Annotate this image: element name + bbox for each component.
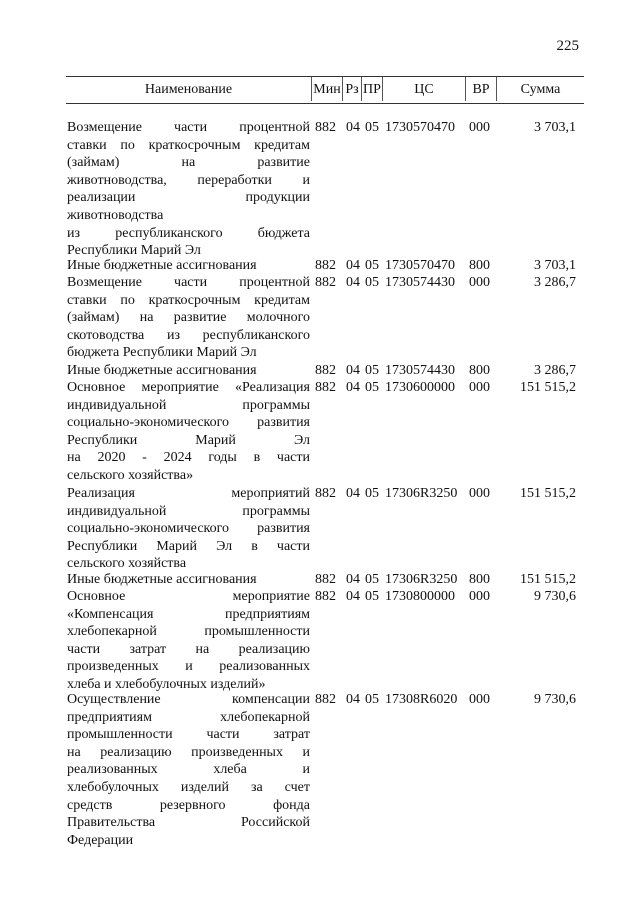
row-min: 882	[315, 486, 336, 501]
row-sum: 151 515,2	[520, 380, 576, 395]
table-header	[66, 76, 584, 104]
row-name-line: Основное мероприятие	[67, 589, 310, 604]
row-name-line: индивидуальной программы	[67, 397, 310, 413]
row-sum: 3 286,7	[534, 275, 576, 290]
row-sum: 3 286,7	[534, 363, 576, 378]
header-vr: ВР	[472, 82, 490, 97]
row-min: 882	[315, 120, 336, 135]
row-min: 882	[315, 572, 336, 587]
row-name-line: Реализация мероприятий	[67, 486, 310, 501]
row-name	[67, 257, 310, 275]
row-min: 882	[315, 275, 336, 290]
row-min: 882	[315, 380, 336, 395]
row-name-line: сельского хозяйства»	[67, 467, 194, 483]
row-name	[67, 119, 310, 260]
header-min: Мин	[313, 82, 341, 97]
row-sum: 9 730,6	[534, 692, 576, 707]
row-name-line: Осуществление компенсации	[67, 692, 310, 707]
row-min: 882	[315, 589, 336, 604]
row-pr: 05	[365, 258, 379, 273]
row-name	[67, 362, 310, 380]
row-rz: 04	[346, 486, 360, 501]
row-name-line: Республики Марий Эл	[67, 432, 310, 448]
row-name-line: средств резервного фонда	[67, 797, 310, 813]
row-name-line: «Компенсация предприятиям	[67, 606, 310, 622]
row-pr: 05	[365, 486, 379, 501]
row-name-line: Федерации	[67, 832, 134, 848]
row-sum: 151 515,2	[520, 486, 576, 501]
row-min: 882	[315, 363, 336, 378]
header-name: Наименование	[144, 82, 233, 97]
row-name-line: части затрат на реализацию	[67, 641, 310, 657]
row-pr: 05	[365, 692, 379, 707]
row-vr: 800	[469, 363, 490, 378]
row-name	[67, 571, 310, 589]
row-name-line: реализованных хлеба и	[67, 762, 310, 778]
row-name-line: Республики Марий Эл	[67, 243, 201, 259]
row-vr: 000	[469, 589, 490, 604]
row-name	[67, 485, 310, 573]
row-rz: 04	[346, 589, 360, 604]
row-vr: 000	[469, 486, 490, 501]
row-rz: 04	[346, 572, 360, 587]
row-vr: 000	[469, 120, 490, 135]
row-name-line: Иные бюджетные ассигнования	[67, 258, 257, 273]
row-name-line: произведенных и реализованных	[67, 659, 310, 675]
row-name-line: Иные бюджетные ассигнования	[67, 572, 257, 587]
row-name	[67, 588, 310, 694]
row-name-line: предприятиям хлебопекарной	[67, 709, 310, 725]
row-name-line: хлеба и хлебобулочных изделий»	[67, 676, 266, 692]
row-pr: 05	[365, 275, 379, 290]
row-cs: 1730570470	[385, 120, 455, 135]
table-row	[0, 274, 639, 362]
row-name-line: социально-экономического развития	[67, 521, 310, 537]
row-cs: 17306R3250	[385, 486, 458, 501]
table-row	[0, 379, 639, 485]
page-number: 225	[556, 38, 579, 54]
table-row	[0, 362, 639, 380]
row-name-line: индивидуальной программы	[67, 503, 310, 519]
row-rz: 04	[346, 692, 360, 707]
row-vr: 800	[469, 258, 490, 273]
row-name-line: животноводства, переработки и	[67, 172, 310, 188]
row-sum: 151 515,2	[520, 572, 576, 587]
row-name-line: на 2020 - 2024 годы в части	[67, 450, 310, 466]
row-name-line: из республиканского бюджета	[67, 225, 310, 241]
row-cs: 1730600000	[385, 380, 455, 395]
table-row	[0, 571, 639, 589]
row-name-line: промышленности части затрат	[67, 727, 310, 743]
row-name-line: хлебобулочных изделий за счет	[67, 779, 310, 795]
row-name-line: ставки по краткосрочным кредитам	[67, 292, 310, 308]
row-name	[67, 379, 310, 485]
header-sum: Сумма	[520, 82, 561, 97]
row-cs: 1730574430	[385, 363, 455, 378]
row-vr: 000	[469, 275, 490, 290]
header-cs: ЦС	[414, 82, 434, 97]
row-vr: 000	[469, 692, 490, 707]
row-cs: 17306R3250	[385, 572, 458, 587]
row-min: 882	[315, 692, 336, 707]
row-name-line: Правительства Российской	[67, 815, 310, 831]
row-vr: 000	[469, 380, 490, 395]
row-name-line: Республики Марий Эл в части	[67, 538, 310, 554]
row-name-line: социально-экономического развития	[67, 415, 310, 431]
row-rz: 04	[346, 380, 360, 395]
row-name-line: животноводства	[67, 207, 164, 223]
row-name-line: на реализацию произведенных и	[67, 744, 310, 760]
row-name-line: сельского хозяйства	[67, 556, 187, 572]
row-name-line: хлебопекарной промышленности	[67, 624, 310, 640]
row-name-line: (займам) на развитие	[67, 155, 310, 171]
table-row	[0, 485, 639, 573]
row-name	[67, 691, 310, 849]
row-name	[67, 274, 310, 362]
row-name-line: реализации продукции	[67, 190, 310, 206]
row-pr: 05	[365, 589, 379, 604]
row-name-line: скотоводства из республиканского	[67, 327, 310, 343]
row-pr: 05	[365, 380, 379, 395]
row-rz: 04	[346, 363, 360, 378]
row-cs: 1730570470	[385, 258, 455, 273]
row-cs: 1730574430	[385, 275, 455, 290]
header-pr: ПР	[363, 82, 381, 97]
row-name-line: Возмещение части процентной	[67, 275, 310, 290]
row-sum: 9 730,6	[534, 589, 576, 604]
table-row	[0, 588, 639, 694]
row-pr: 05	[365, 572, 379, 587]
row-rz: 04	[346, 275, 360, 290]
row-name-line: бюджета Республики Марий Эл	[67, 345, 257, 361]
table-row	[0, 257, 639, 275]
row-name-line: ставки по краткосрочным кредитам	[67, 137, 310, 153]
row-min: 882	[315, 258, 336, 273]
row-cs: 17308R6020	[385, 692, 458, 707]
row-name-line: Основное мероприятие «Реализация	[67, 380, 310, 395]
header-rz: Рз	[345, 82, 359, 97]
row-name-line: Возмещение части процентной	[67, 120, 310, 135]
row-pr: 05	[365, 363, 379, 378]
row-rz: 04	[346, 258, 360, 273]
row-name-line: (займам) на развитие молочного	[67, 310, 310, 326]
row-rz: 04	[346, 120, 360, 135]
row-pr: 05	[365, 120, 379, 135]
row-cs: 1730800000	[385, 589, 455, 604]
row-name-line: Иные бюджетные ассигнования	[67, 363, 257, 378]
table-row	[0, 691, 639, 849]
table-row	[0, 119, 639, 260]
row-sum: 3 703,1	[534, 120, 576, 135]
row-vr: 800	[469, 572, 490, 587]
row-sum: 3 703,1	[534, 258, 576, 273]
